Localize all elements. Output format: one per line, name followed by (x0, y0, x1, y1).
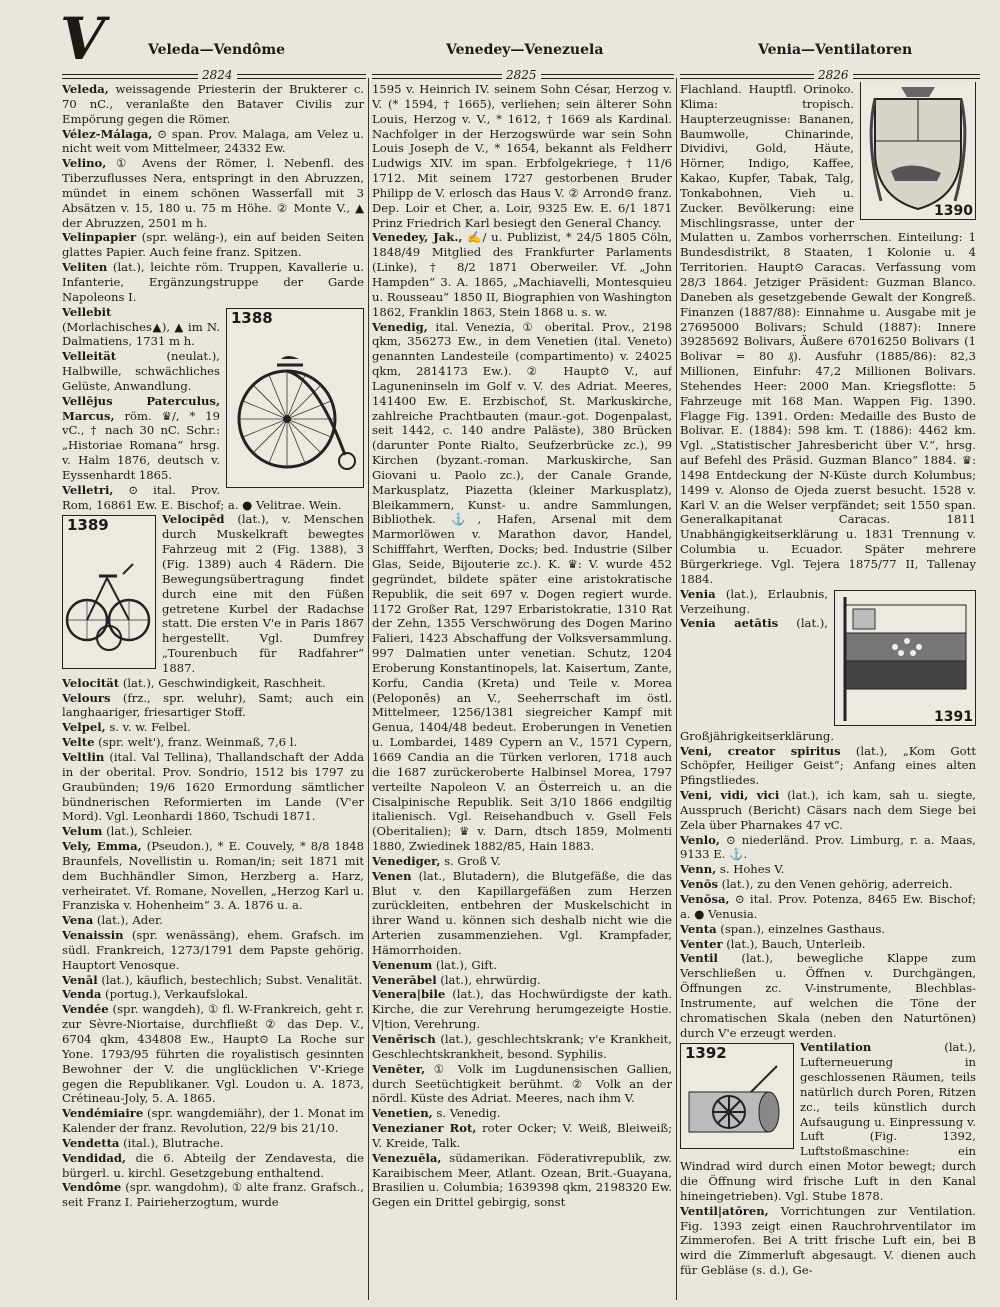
entry-text: ⊙ ital. Prov. Rom, 16861 Ew. E. Bischof; a. ● Velitrae. Wein. (62, 482, 342, 512)
entry-headword: Veliten (62, 260, 108, 275)
entry-text: (spr. weläng-), ein auf beiden Seiten glattes Papier. Auch feine franz. Spitzen. (62, 230, 364, 260)
entry-headword: Venōsa, (680, 891, 730, 906)
dictionary-entry (62, 1106, 364, 1136)
entry-text: (lat.), geschlechtskrank; v'e Krankheit, Geschlechtskrankheit, besond. Syphilis. (372, 1032, 672, 1061)
dictionary-entry (372, 1121, 672, 1151)
entry-headword: Vendée (62, 1002, 109, 1017)
entry-headword: Venlo, (680, 832, 720, 847)
entry-headword: Velocität (62, 675, 120, 690)
dictionary-entry (62, 1180, 364, 1210)
dictionary-entry (372, 958, 672, 973)
entry-headword: Vendidad, (62, 1150, 127, 1165)
right-page-number: 2826 (814, 68, 853, 82)
entry-text: (neulat.), Halbwille, schwächliches Gelüste, Anwandlung. (62, 349, 220, 393)
entry-headword: Venērisch (372, 1032, 436, 1046)
dictionary-entry (62, 82, 364, 127)
entry-text: (lat.), „Kom Gott Schöpfer, Heiliger Geist“; Anfang eines alten Pfingstliedes. (680, 743, 976, 788)
figure-1390-coat-of-arms (860, 82, 976, 220)
entry-headword: Velte (62, 735, 95, 750)
dictionary-entry (62, 839, 364, 913)
entry-headword: Veni, vidi, vici (680, 788, 780, 803)
dictionary-entry (372, 973, 672, 988)
dictionary-entry (372, 854, 672, 869)
entry-headword: Venetien, (372, 1106, 433, 1121)
entry-headword: Vendetta (62, 1135, 120, 1150)
entry-text: (lat.), v. Menschen durch Muskelkraft bewegtes Fahrzeug mit 2 (Fig. 1388), 3 (Fig. 1389) auch 4 Rädern. Die Bewegungsübertragung findet durch eine mit den Füßen getretene Kurbel der Radachse statt. Die ersten V'e in Paris 1867 hergestellt. Vgl. Dumfrey „Tourenbuch für Radfahrer“ 1887. (162, 512, 364, 675)
entry-text: (lat.), Lufterneuerung in geschlossenen Räumen, teils natürlich durch Poren, Ritzen zc., teils künstlich durch Aufsaugung u. Einpressung v. Luft (Fig. 1392, Luftstoßmaschine: ein Windrad wird durch einen Motor bewegt; durch die Öffnung wird frische Luft in den Kanal hineingetrieben). Vgl. Stube 1878. (680, 1040, 976, 1203)
dictionary-entry (680, 862, 976, 877)
entry-headword: Velpel, (62, 720, 106, 735)
dictionary-entry (62, 127, 364, 157)
column-divider (676, 78, 677, 1300)
entry-text: s. v. w. Felbel. (105, 720, 191, 735)
dictionary-entry (372, 1106, 672, 1121)
right-column (680, 82, 976, 1304)
flag-icon (835, 591, 975, 725)
entry-text: die 6. Abteilg der Zendavesta, die bürgerl. u. kirchl. Gesetzgebung enthaltend. (62, 1150, 364, 1180)
entry-headword: Venāl (62, 972, 98, 987)
entry-headword: Venezuēla, (372, 1150, 442, 1165)
figure-number: 1390 (934, 203, 973, 220)
entry-text: 1595 v. Heinrich IV. seinem Sohn César, Herzog v. V. (* 1594, † 1665), verliehen; sein älterer Sohn Louis, Herzog v. V., * 1612, † 1669 als Kardinal. Nachfolger in der Herzogswürde war sein Sohn Louis Joseph de V., * 1654, bekannt als Feldherr Ludwigs XIV. im span. Erbfolgekriege, † 11/6 1712. Mit seinem 1727 gestorbenen Bruder Philipp de V. erlosch das Haus V. ② Arrond⊙ franz. Dep. Loir et Cher, a. Loir, 9325 Ew. E. 6/1 1871 Prinz Friedrich Karl besiegt den General Chancy. (372, 82, 672, 230)
dictionary-entry (372, 82, 672, 230)
middle-page-number: 2825 (502, 68, 541, 82)
entry-text: roter Ocker; V. Weiß, Bleiweiß; V. Kreide, Talk. (372, 1121, 672, 1150)
entry-text: (spr. wangdohm), ① alte franz. Grafsch., seit Franz I. Pairieherzogtum, wurde (62, 1180, 364, 1210)
entry-headword: Vendémiaire (62, 1106, 144, 1121)
entry-text: (lat.), ehrwürdig. (436, 972, 541, 987)
entry-text: (portug.), Verkaufslokal. (101, 987, 249, 1002)
entry-text: (lat.), zu den Venen gehörig, aderreich. (718, 877, 953, 892)
dictionary-entry (680, 744, 976, 789)
entry-headword: Velum (62, 824, 103, 839)
entry-headword: Venōs (680, 877, 718, 892)
entry-headword: Venedey, Jak., (372, 230, 463, 245)
tricycle-icon (63, 516, 155, 668)
figure-1388-high-wheel-bicycle (226, 308, 364, 488)
figure-1389-tricycle (62, 515, 156, 669)
entry-text: röm. ♛/, * 19 vC., † nach 30 nC. Schr.: „Historiae Romana“ hrsg. v. Halm 1876, deutsch v. Eyssenhardt 1865. (62, 408, 220, 482)
entry-headword: Venta (680, 921, 717, 936)
entry-text: (Morlachisches▲), ▲ im N. Dalmatiens, 1731 m h. (62, 319, 220, 349)
entry-text: ⊙ ital. Prov. Potenza, 8465 Ew. Bischof; a. ● Venusia. (680, 891, 976, 921)
dictionary-entry (372, 987, 672, 1032)
dictionary-entry (680, 877, 976, 892)
entry-headword: Vendôme (62, 1180, 122, 1195)
entry-text: (lat.), leichte röm. Truppen, Kavallerie u. Infanterie, Ergänzungstruppe der Garde Napoleons I. (62, 260, 364, 304)
entry-text: ital. Venezia, ① oberital. Prov., 2198 qkm, 356273 Ew., in dem Venetien (ital. Veneto) genannten Landesteile (compartimento) v. 24025 qkm, 2814173 Ew.). ② Haupt⊙ V., auf Laguneninseln im Golf v. V. des Adriat. Meeres, 141400 Ew. E. Erzbischof, St. Markuskirche, zahlreiche Prachtbauten (maur.-got. Dogenpalast, seit 1442, c. 140 andre Paläste), 380 Brücken (darunter Ponte Rialto, Seufzerbrücke zc.), 99 Kirchen (byzant.-roman. Markuskirche, San Giovani u. Paolo zc.), der Canale Grande, Markusplatz, Piazetta (kleiner Markusplatz), Bleikammern, Kunst- u. andre Sammlungen, Bibliothek. ⚓, Hafen, Arsenal mit dem Marmorlöwen v. Marathon davor, Handel, Schifffahrt, Werften, Docks; bed. Industrie (Silber Glas, Seide, Bijouterie zc.). K. ♛: V. wurde 452 gegründet, bildete später eine aristokratische Republik, die seit 697 v. Dogen regiert wurde. 1172 Großer Rat, 1297 Erbaristokratie, 1310 Rat der Zehn, 1355 Verschwörung des Dogen Marino Falieri, 1423 Abschaffung der Volksversammlung. 997 Dalmatien unter venetian. Schutz, 1204 Eroberung Konstantinopels, lat. Kaisertum, Zante, Korfu, Candia (Kreta) und Teile v. Morea (Peloponēs) an V., Seeherrschaft im östl. Mittelmeer, 1256/1381 siegreicher Kampf mit Genua, 1404/48 bedeut. Eroberungen in Venetien u. Lombardei, 1489 Cypern an V., 1571 Cypern, 1669 Candia an die Türken verloren, 1718 auch die 1687 zurückeroberte Halbinsel Morea, 1797 verteilte Napoleon V. an Österreich u. an die Cisalpinische Republik. Seit 3/10 1866 endgiltig italienisch. Vgl. Reisehandbuch v. Gsell Fels (Oberitalien); ♛ v. Darn, dtsch 1859, Molmenti 1880, Zwiedinek 1882/85, Hain 1883. (372, 319, 672, 854)
entry-text: (spr. welt'), franz. Weinmaß, 7,6 l. (94, 735, 298, 750)
entry-text: (ital. Val Tellina), Thallandschaft der Adda in der oberital. Prov. Sondrio, 1512 bis 1797 zu Graubünden; 19/6 1620 Ermordung sämtlicher bündnerischen Reformierten im Lande (V'er Mord). Vgl. Leonhardi 1860, Tschudi 1871. (62, 749, 364, 824)
dictionary-entry (62, 156, 364, 230)
figure-number: 1391 (934, 708, 973, 725)
entry-headword: Veltlin (62, 749, 105, 764)
figure-number: 1389 (67, 516, 109, 535)
entry-text: (lat.), Erlaubnis, Verzeihung. (680, 586, 828, 616)
entry-text: ① Avens der Römer, l. Nebenfl. des Tiberzuflusses Nera, entspringt in den Abruzzen, mündet in einem schönen Wasserfall mit 3 Absätzen v. 15, 180 u. 75 m Höhe. ② Monte V., ▲ der Abruzzen, 2501 m h. (62, 156, 364, 230)
dictionary-entry (62, 913, 364, 928)
entry-headword: Venia (680, 586, 716, 601)
figure-1392-ventilator (680, 1043, 794, 1149)
entry-headword: Velocipēd (162, 512, 225, 527)
entry-headword: Venera|bile (372, 987, 446, 1002)
dictionary-entry (680, 833, 976, 863)
entry-headword: Venn, (680, 862, 717, 877)
dictionary-entry (62, 928, 364, 973)
entry-headword: Veni, creator spiritus (680, 743, 841, 758)
dictionary-entry (62, 676, 364, 691)
entry-text: weissagende Priesterin der Brukterer c. 70 nC., veranlaßte den Bataver Civilis zur Empörung gegen die Römer. (62, 82, 364, 126)
dictionary-entry (62, 987, 364, 1002)
entry-headword: Venezianer Rot, (372, 1121, 477, 1136)
entry-headword: Velletri, (62, 482, 114, 497)
section-letter: V (60, 5, 106, 73)
entry-headword: Vely, Emma, (62, 839, 142, 854)
dictionary-entry (62, 735, 364, 750)
entry-text: Vorrichtungen zur Ventilation. Fig. 1393 zeigt einen Rauchrohrventilator im Zimmerofen. Bei A tritt frische Luft ein, bei B wird die Zimmerluft abgesaugt. V. dienen auch für Gebläse (s. d.), Ge- (680, 1203, 976, 1278)
entry-text: s. Hohes V. (716, 862, 785, 877)
figure-1391-flag (834, 590, 976, 726)
left-page-number: 2824 (198, 68, 237, 82)
entry-headword: Venedig, (372, 319, 428, 334)
entry-text: ✍/ u. Publizist, * 24/5 1805 Cöln, 1848/49 Mitglied des Frankfurter Parlaments (Linke), † 8/2 1871 Oberweiler. Vf. „John Hampden“ 3. A. 1865, „Machiavelli, Montesquieu u. Rousseau“ 1850 II, Biographien von Washington 1862, Franklin 1863, Stein 1868 u. s. w. (372, 230, 672, 319)
dictionary-entry (680, 937, 976, 952)
entry-headword: Venda (62, 987, 102, 1002)
column-divider (368, 78, 369, 1300)
entry-text: (lat.), Gift. (432, 957, 497, 972)
entry-text: (Pseudon.), * E. Couvely, * 8/8 1848 Braunfels, Novellistin u. Roman/in; seit 1871 mit dem Buchhändler Simon, Herzberg a. Harz, verheiratet. Vf. Romane, Novellen, „Herzog Karl u. Franziska v. Hohenheim“ 3. A. 1876 u. a. (62, 839, 364, 913)
entry-text: (spr. wenässäng), ehem. Grafsch. im südl. Frankreich, 1273/1791 dem Papste gehörig. Hauptort Venosque. (62, 928, 364, 972)
entry-text: (lat.), das Hochwürdigste der kath. Kirche, die zur Verehrung herumgezeigte Hostie. V|tion, Verehrung. (372, 987, 672, 1032)
dictionary-entry (62, 750, 364, 824)
entry-text: (lat.), Bauch, Unterleib. (722, 936, 866, 951)
left-column-header: Veleda—Vendôme (148, 42, 286, 58)
entry-headword: Vélez-Málaga, (62, 126, 153, 141)
entry-headword: Vena (62, 913, 94, 928)
dictionary-entry (62, 1151, 364, 1181)
figure-number: 1392 (685, 1044, 727, 1063)
entry-text: (spr. wangdemiähr), der 1. Monat im Kalender der franz. Revolution, 22/9 bis 21/10. (62, 1106, 364, 1136)
entry-headword: Venaissin (62, 928, 124, 943)
dictionary-entry (62, 260, 364, 305)
entry-headword: Velino, (62, 156, 107, 171)
entry-headword: Venēter, (372, 1061, 426, 1076)
entry-text: (frz., spr. weluhr), Samt; auch ein langhaariger, friesartiger Stoff. (62, 690, 364, 720)
entry-headword: Venter (680, 936, 723, 951)
entry-text: ① Volk im Lugdunensischen Gallien, durch Seetüchtigkeit berühmt. ② Volk an der nördl. Küste des Adriat. Meeres, nach ihm V. (372, 1061, 672, 1106)
dictionary-entry (62, 720, 364, 735)
entry-headword: Venediger, (372, 853, 441, 868)
entry-headword: Vellebit (62, 304, 112, 319)
entry-text: (lat.), Geschwindigkeit, Raschheit. (119, 675, 326, 690)
entry-text: ⊙ niederländ. Prov. Limburg, r. a. Maas, 9133 E. ⚓. (680, 832, 976, 862)
entry-headword: Venia aetātis (680, 616, 779, 631)
left-column (62, 82, 364, 1304)
entry-headword: Venerābel (372, 972, 437, 987)
dictionary-entry (372, 1151, 672, 1210)
entry-text: (lat.), bewegliche Klappe zum Verschließen u. Öffnen v. Durchgängen, Öffnungen zc. V-instrumente, Blechblas-Instrumente, auf welchen die Töne der chromatischen Skala (neben den Naturtönen) durch V'e erzeugt werden. (680, 951, 976, 1040)
entry-text: (lat.), Ader. (93, 913, 163, 928)
middle-column (372, 82, 672, 1304)
dictionary-entry (372, 230, 672, 319)
entry-text: Flachland. Hauptfl. Orinoko. Klima: tropisch. Haupterzeugnisse: Bananen, Baumwolle, Chinarinde, Dividivi, Gold, Häute, Hörner, Indigo, Kaffee, Kakao, Kupfer, Tabak, Talg, Tonkabohnen, Vieh u. Zucker. Bevölkerung: eine Mischlingsrasse, unter der Mulatten u. Zambos vorherrschen. Einteilung: 1 Bundesdistrikt, 8 Staaten, 1 Kolonie u. 4 Territorien. Haupt⊙ Caracas. Verfassung vom 28/3 1864. Jetziger Präsident: Guzman Blanco. Daneben als gesetzgebende Gewalt der Kongreß. Finanzen (1887/88): Einnahme u. Ausgabe mit je 27695000 Bolivars; Schuld (1887): Innere 39285692 Bolivars, Äußere 67016250 Bolivars (1 Bolivar = 80 ₰). Ausfuhr (1885/86): 82,3 Millionen, Einfuhr: 47,2 Millionen Bolivars. Stehendes Heer: 2000 Man. Kriegsflotte: 5 Fahrzeuge mit 168 Man. Wappen Fig. 1390. Flagge Fig. 1391. Orden: Medaille des Busto de Bolivar. E. (1884): 598 km. T. (1886): 4462 km. Vgl. „Statistischer Jahresbericht über V.“, hrsg. auf Befehl des Präsid. Guzman Blanco“ 1884. ♛: 1498 Entdeckung der N-Küste durch Kolumbus; 1499 v. Alonso de Ojeda zuerst besucht. 1528 v. Karl V. an die Welser verpfändet; seit 1550 span. Generalkapitanat Caracas. 1811 Unabhängigkeitserklärung u. 1831 Trennung v. Columbia u. Ecuador. Später mehrere Bürgerkriege. Vgl. Tejera 1875/77 II, Tallenay 1884. (680, 82, 976, 586)
entry-headword: Ventil (680, 951, 718, 966)
entry-headword: Vellējus Paterculus, Marcus, (62, 393, 220, 423)
dictionary-entry (62, 824, 364, 839)
dictionary-entry (372, 320, 672, 854)
entry-headword: Velours (62, 690, 111, 705)
entry-text: (lat.), Schleier. (102, 824, 193, 839)
dictionary-entry (680, 788, 976, 833)
entry-headword: Velleität (62, 349, 117, 364)
entry-headword: Veleda, (62, 82, 109, 96)
entry-text: (lat.), Großjährigkeitserklärung. (680, 616, 835, 743)
figure-number: 1388 (231, 308, 273, 327)
entry-text: ⊙ span. Prov. Malaga, am Velez u. nicht weit vom Mittelmeer, 24332 Ew. (62, 126, 364, 156)
dictionary-entry (372, 869, 672, 958)
entry-text: s. Groß V. (440, 853, 501, 868)
entry-headword: Velinpapier (62, 230, 137, 245)
dictionary-entry (62, 1136, 364, 1151)
entry-text: (spr. wangdeh), ① fl. W-Frankreich, geht r. zur Sèvre-Niortaise, durchfließt ② das Dep. V., 6704 qkm, 434808 Ew., Haupt⊙ La Roche sur Yone. 1793/95 führten die royalistisch gesinnten Bewohner der V. die unglücklichen V'-Kriege gegen die Republikaner. Vgl. Loudon u. A. 1873, Crétineau-Joly, 5. A. 1865. (62, 1002, 364, 1106)
middle-column-header: Venedey—Venezuela (446, 42, 604, 58)
dictionary-entry (680, 1204, 976, 1278)
entry-headword: Venen (372, 868, 412, 883)
dictionary-entry (62, 230, 364, 260)
dictionary-entry (680, 892, 976, 922)
entry-text: (lat.), ich kam, sah u. siegte, Ausspruch (Bericht) Cäsars nach dem Siege bei Zela über Pharnakes 47 vC. (680, 788, 976, 832)
dictionary-entry (372, 1062, 672, 1107)
entry-text: südamerikan. Föderativrepublik, zw. Karaibischem Meer, Atlant. Ozean, Brit.-Guayana, Brasilien u. Columbia; 1639398 qkm, 2198320 Ew. Gegen ein Drittel gebirgig, sonst (372, 1150, 672, 1210)
entry-text: (span.), einzelnes Gasthaus. (716, 921, 886, 936)
entry-text: (lat., Blutadern), die Blutgefäße, die das Blut v. den Kapillargefäßen zum Herzen zurückleiten, entbehren der Muskelschicht in ihrer Wand u. können sich deshalb nicht wie die Arterien zusammenziehen. Vgl. Krampfader, Hämorrhoiden. (372, 868, 672, 957)
entry-headword: Ventilation (800, 1040, 872, 1055)
entry-text: (ital.), Blutrache. (119, 1135, 224, 1150)
right-column-header: Venia—Ventilatoren (758, 42, 913, 58)
dictionary-entry (62, 691, 364, 721)
entry-text: s. Venedig. (432, 1106, 501, 1121)
coat-of-arms-icon (861, 82, 975, 219)
dictionary-entry (62, 973, 364, 988)
dictionary-entry (372, 1032, 672, 1062)
dictionary-entry (62, 1002, 364, 1106)
dictionary-entry (680, 922, 976, 937)
entry-headword: Venenum (372, 957, 433, 972)
entry-text: (lat.), käuflich, bestechlich; Subst. Venalität. (97, 972, 363, 987)
dictionary-entry (680, 951, 976, 1040)
entry-headword: Ventil|atōren, (680, 1203, 769, 1218)
penny-farthing-icon (227, 309, 363, 487)
